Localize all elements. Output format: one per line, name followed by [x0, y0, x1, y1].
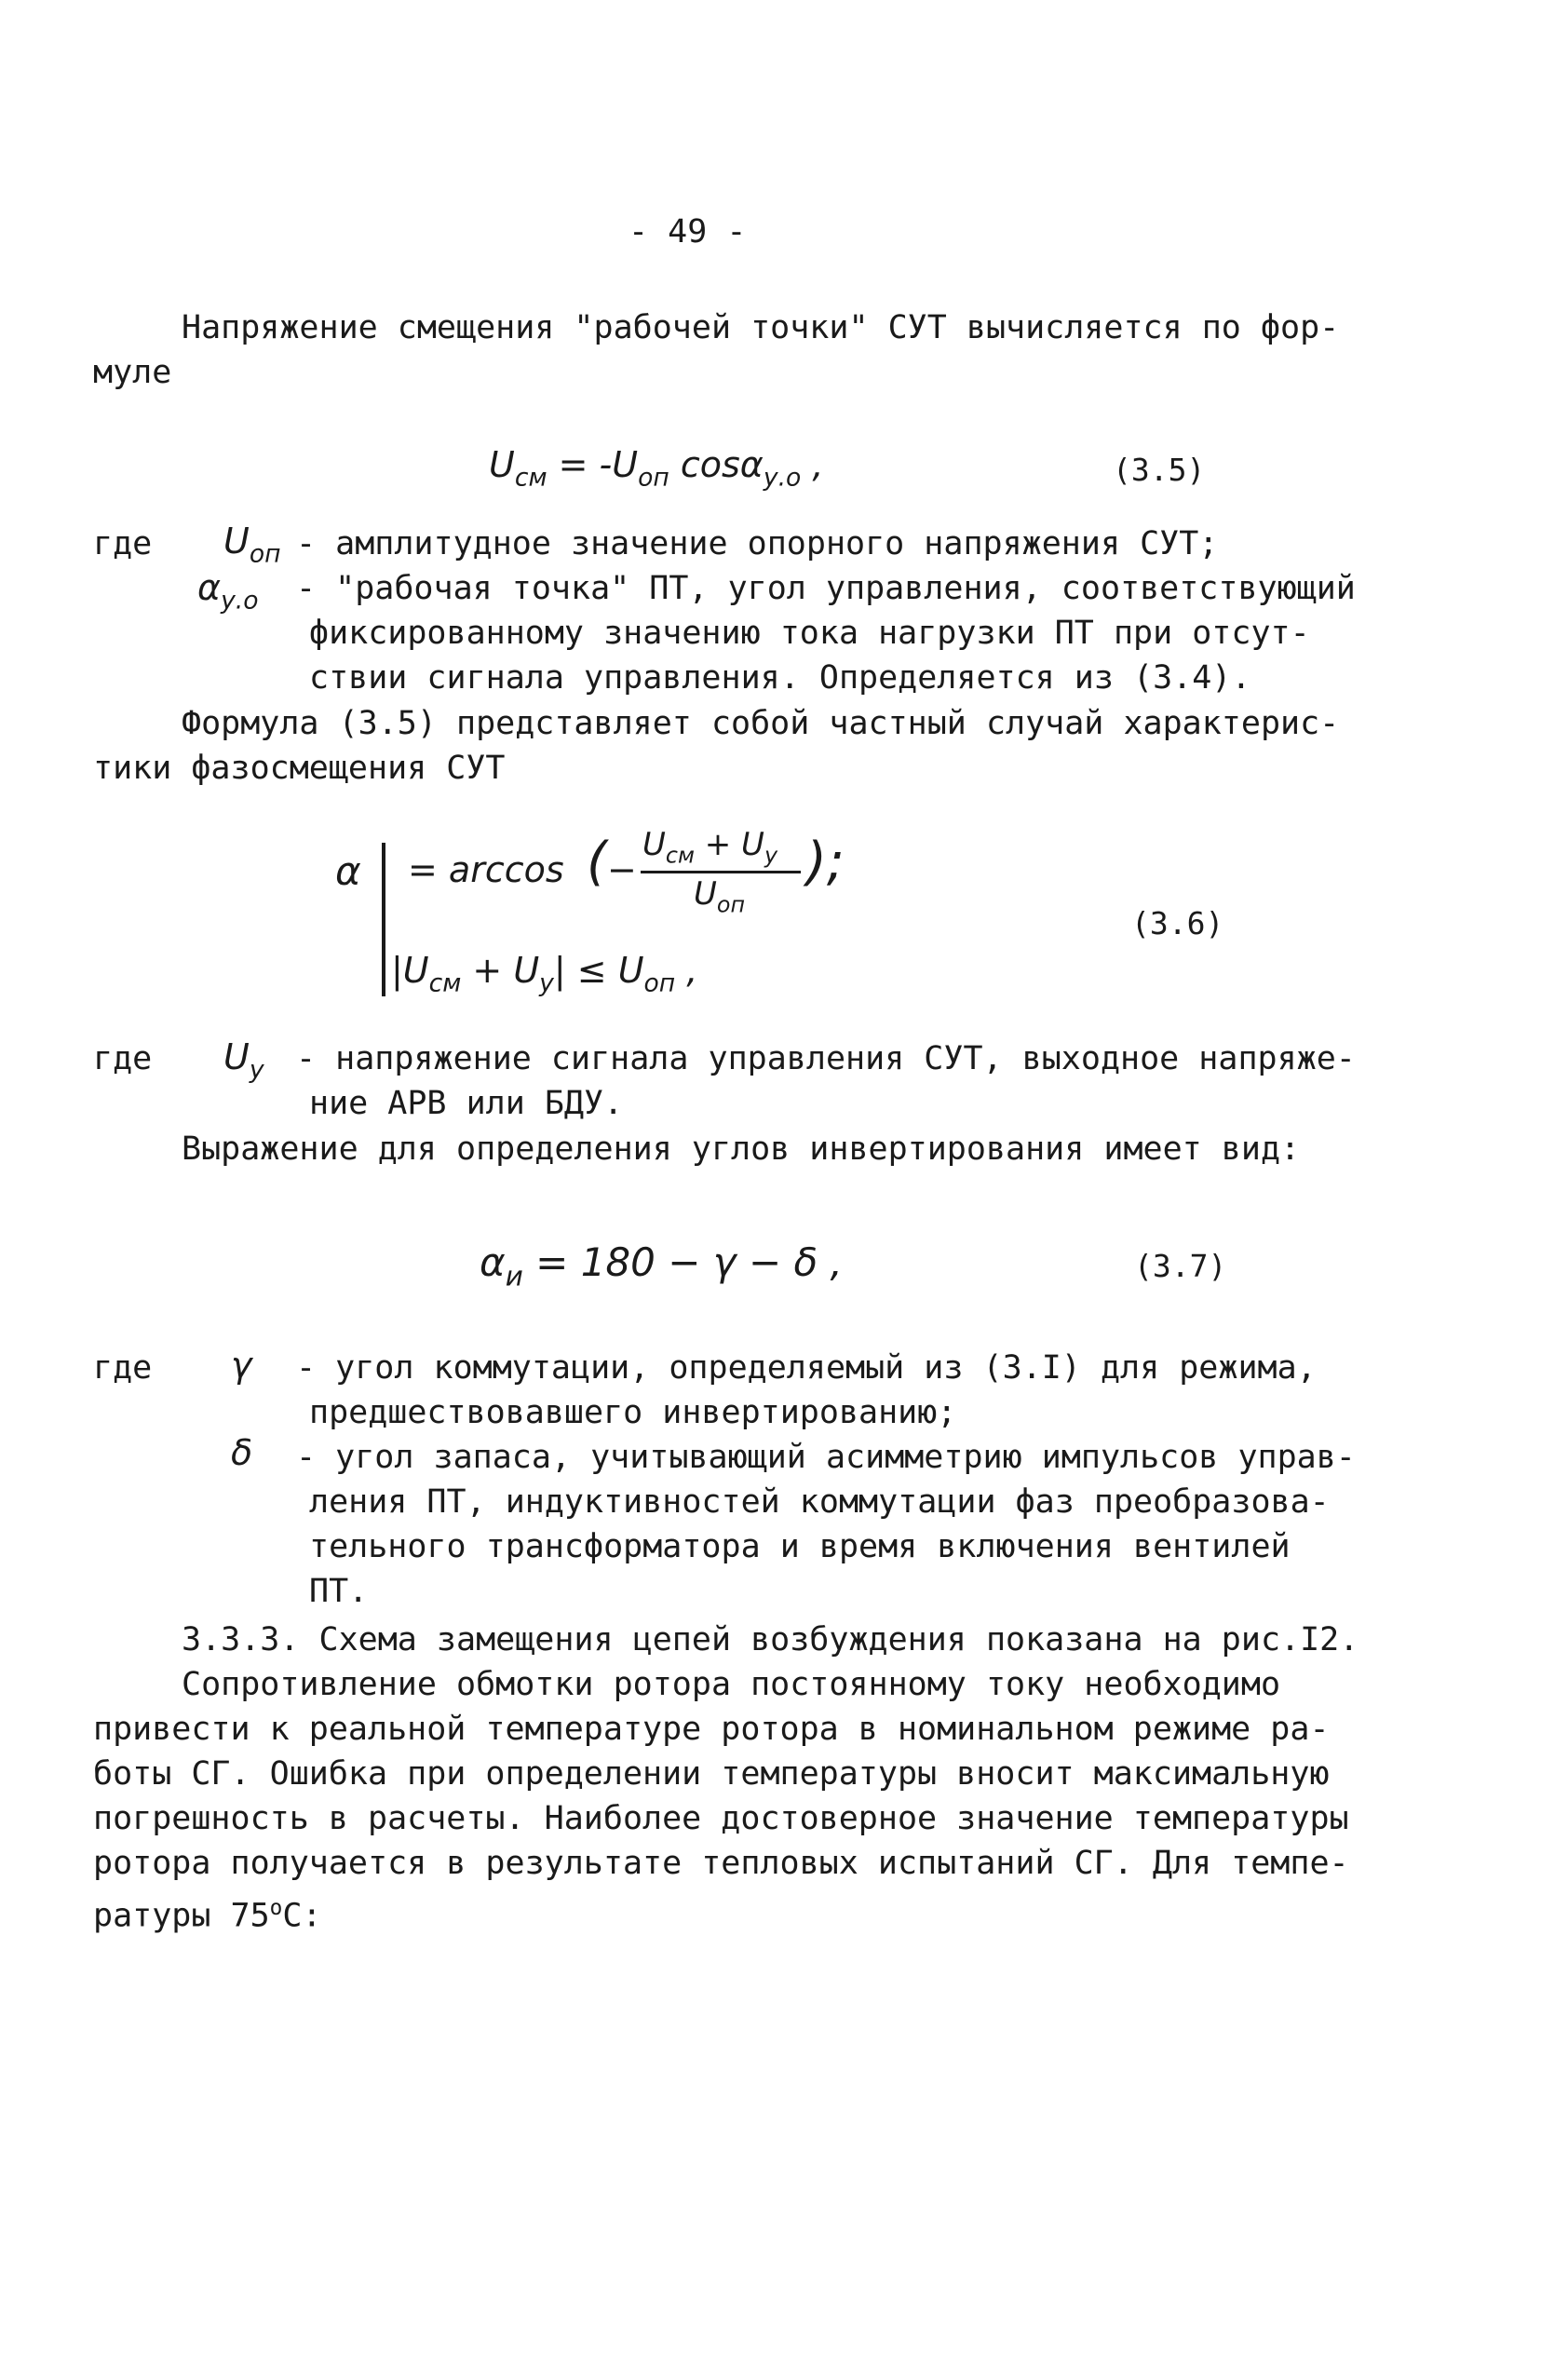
- para3-line-3: привести к реальной температуре ротора в номинальном режиме ра-: [93, 1711, 1330, 1748]
- equation-3-7: $\alpha_и = 180 - \gamma - \delta$ ,: [480, 1239, 843, 1293]
- def36-cont: ние АРВ или БДУ.: [309, 1085, 624, 1122]
- para3-line-7: ратуры $75^оС$:: [93, 1896, 322, 1935]
- para2: Выражение для определения углов инвертирования имеет вид:: [182, 1130, 1301, 1168]
- def37-text-gamma: - угол коммутации, определяемый из (3.I) для режима,: [296, 1349, 1317, 1387]
- para1-line-2: тики фазосмещения СУТ: [93, 750, 506, 787]
- def37-cont-gamma: предшествовавшего инвертированию;: [309, 1394, 957, 1431]
- def35-cont-1: фиксированному значению тока нагрузки ПТ при отсут-: [309, 615, 1310, 652]
- def37-cont-delta-1: ления ПТ, индуктивностей коммутации фаз преобразова-: [309, 1483, 1330, 1521]
- eq35-lhs-sub: см: [514, 463, 547, 493]
- eq35-cos: cosα: [680, 444, 764, 485]
- eq36-system-bar: [382, 843, 385, 996]
- eq36-alpha: α: [335, 848, 361, 894]
- eq35-tail: ,: [812, 444, 824, 485]
- eq36-open-paren: (: [587, 832, 607, 892]
- where-label-3: где: [93, 1349, 153, 1387]
- where-label-2: где: [93, 1040, 153, 1077]
- eq36-denominator: $U_{оп}$: [694, 875, 746, 918]
- eq35-mid-sub: оп: [638, 463, 669, 493]
- eq35-lhs: U: [489, 444, 515, 485]
- eq35-number: (3.5): [1113, 452, 1206, 488]
- def35-text-1: - амплитудное значение опорного напряжения СУТ;: [296, 525, 1219, 562]
- def35-sym-2: $\alpha_{у.о}$: [197, 567, 259, 616]
- para3-line-6: ротора получается в результате тепловых испытаний СГ. Для темпе-: [93, 1845, 1349, 1882]
- para3-line-5: погрешность в расчеты. Наиболее достоверное значение температуры: [93, 1800, 1349, 1837]
- where-label-1: где: [93, 525, 153, 562]
- def35-cont-2: ствии сигнала управления. Определяется из (3.4).: [309, 659, 1251, 697]
- intro-line-2: муле: [93, 354, 172, 391]
- def36-text-1: - напряжение сигнала управления СУТ, выходное напряже-: [296, 1040, 1356, 1077]
- def37-sym-gamma: γ: [231, 1345, 252, 1386]
- para3-line-1: 3.3.3. Схема замещения цепей возбуждения показана на рис.I2.: [182, 1621, 1359, 1658]
- def37-cont-delta-3: ПТ.: [309, 1573, 369, 1610]
- def36-sym-1: $U_у$: [223, 1036, 264, 1085]
- eq36-fraction-bar: [641, 871, 801, 873]
- eq35-mid: = -U: [558, 444, 639, 485]
- para3-line-2: Сопротивление обмотки ротора постоянному току необходимо: [182, 1666, 1281, 1703]
- def35-text-2: - "рабочая точка" ПТ, угол управления, соответствующий: [296, 570, 1356, 607]
- eq36-line2: $|U_{см} + U_у| \le U_{оп}$ ,: [391, 950, 698, 998]
- page-number: - 49 -: [629, 213, 747, 250]
- eq36-line1-pre: = arccos: [408, 849, 564, 890]
- para1-line-1: Формула (3.5) представляет собой частный случай характерис-: [182, 705, 1340, 742]
- intro-line-1: Напряжение смещения "рабочей точки" СУТ вычисляется по фор-: [182, 309, 1340, 346]
- def35-sym-1: $U_{оп}$: [223, 521, 281, 569]
- equation-3-5: [489, 444, 824, 493]
- def37-cont-delta-2: тельного трансформатора и время включения вентилей: [309, 1528, 1291, 1565]
- def37-sym-delta: δ: [231, 1432, 253, 1473]
- eq37-number: (3.7): [1134, 1248, 1227, 1284]
- eq36-close-paren: );: [806, 832, 845, 892]
- def37-text-delta: - угол запаса, учитывающий асимметрию импульсов управ-: [296, 1439, 1356, 1476]
- eq35-cos-sub: у.о: [763, 463, 802, 493]
- eq36-numerator: $U_{см} + U_у$: [642, 826, 778, 869]
- eq36-minus: −: [607, 849, 637, 890]
- para3-line-4: боты СГ. Ошибка при определении температуры вносит максимальную: [93, 1755, 1330, 1793]
- eq36-number: (3.6): [1131, 905, 1224, 941]
